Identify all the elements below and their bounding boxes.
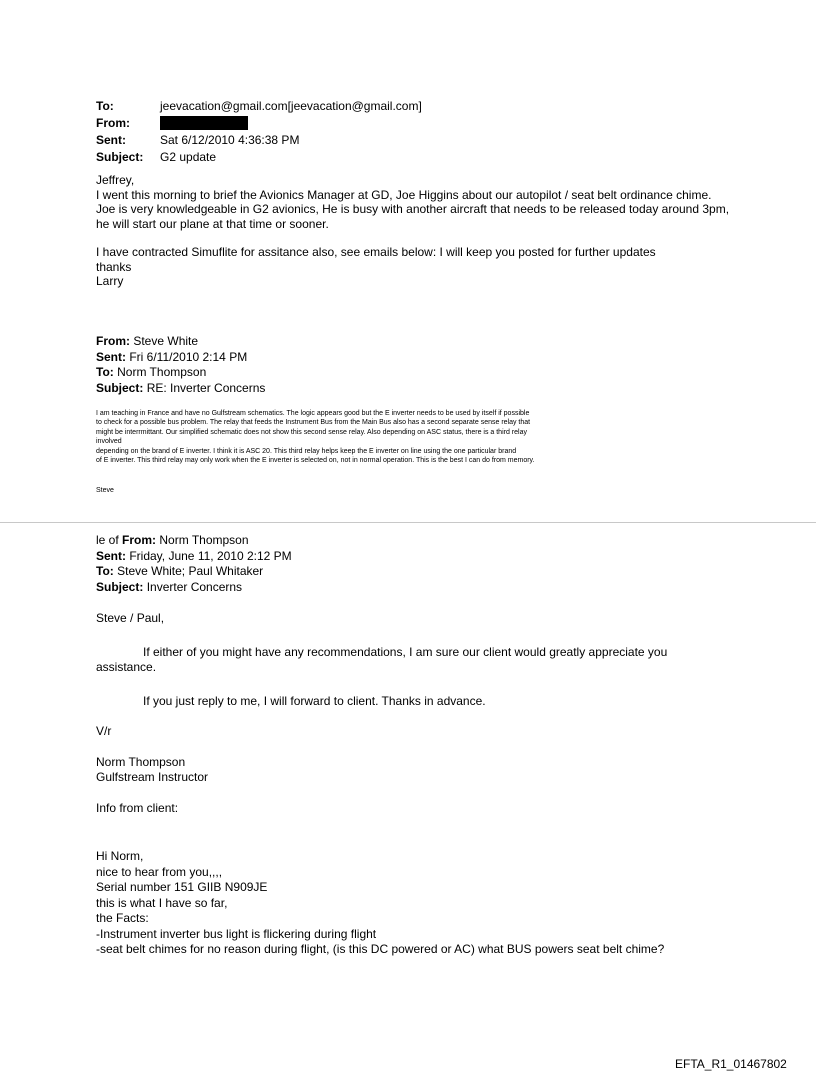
fwd1-body-line: depending on the brand of E inverter. I think it is ASC 20. This third relay helps keep the E inverter on line using the one particular brand: [96, 447, 517, 455]
signature: Larry: [96, 274, 124, 288]
fwd1-body-line: I am teaching in France and have no Gulfstream schematics. The logic appears good but the E inverter needs to be used by itself if possible: [96, 410, 530, 417]
fwd2-info-label: Info from client:: [96, 800, 179, 815]
client-line: Hi Norm,: [96, 849, 144, 863]
fwd1-sent-row: [96, 350, 265, 366]
fwd1-to-value: Norm Thompson: [117, 365, 207, 379]
fwd1-subject-label: Subject:: [96, 380, 144, 395]
body-line: I have contracted Simuflite for assitance also, see emails below: I will keep you posted for further updates: [96, 245, 656, 259]
fwd2-para: If you just reply to me, I will forward to client. Thanks in advance.: [143, 693, 486, 708]
forwarded-header-1: [96, 334, 265, 396]
to-value: jeevacation@gmail.com[jeevacation@gmail.com]: [160, 99, 422, 113]
fwd2-to-value: Steve White; Paul Whitaker: [117, 564, 264, 578]
fwd2-sent-row: [96, 549, 292, 565]
fwd1-body-line: of E inverter. This third relay may only work when the E inverter is selected on, not in normal operation. This is the best I can do from memory.: [96, 457, 535, 465]
fwd2-prefix: le of: [96, 533, 119, 547]
greeting: Jeffrey,: [96, 173, 135, 187]
fwd2-greeting: Steve / Paul,: [96, 611, 165, 625]
client-line: this is what I have so far,: [96, 895, 228, 910]
subject-label: Subject:: [96, 150, 144, 164]
fwd1-to-label: To:: [96, 365, 114, 379]
fwd1-sent-value: Fri 6/11/2010 2:14 PM: [129, 349, 248, 364]
fwd1-subject-value: RE: Inverter Concerns: [146, 380, 266, 395]
fwd2-para: If either of you might have any recommendations, I am sure our client would greatly appreciate you assistance.: [96, 644, 668, 674]
fwd2-from-label: From:: [122, 533, 157, 547]
document-id: EFTA_R1_01467802: [675, 1057, 787, 1071]
sent-value: Sat 6/12/2010 4:36:38 PM: [160, 133, 300, 147]
from-row: [96, 115, 736, 132]
from-label: From:: [96, 116, 130, 130]
fwd2-sent-value: Friday, June 11, 2010 2:12 PM: [129, 548, 292, 563]
fwd2-subject-row: [96, 580, 292, 596]
to-row: [96, 98, 736, 115]
body-line: I went this morning to brief the Avionics Manager at GD, Joe Higgins about our autopilot / seat belt ordinance chime.: [96, 187, 712, 202]
redaction-box: [160, 116, 248, 130]
sent-label: Sent:: [96, 133, 126, 147]
client-line: nice to hear from you,,,,: [96, 864, 223, 879]
forwarded-header-2: [96, 533, 292, 595]
fwd2-subject-value: Inverter Concerns: [146, 579, 243, 594]
to-label: To:: [96, 99, 114, 113]
body-line: Joe is very knowledgeable in G2 avionics, He is busy with another aircraft that needs to be released today around 3pm, he will start our plane at that time or sooner.: [96, 202, 730, 231]
fwd1-from-value: Steve White: [133, 334, 199, 348]
fwd1-from-row: [96, 334, 265, 350]
fwd2-sent-label: Sent:: [96, 548, 126, 563]
fwd2-sig-title: Gulfstream Instructor: [96, 770, 209, 784]
fwd2-subject-label: Subject:: [96, 579, 144, 594]
client-line: -seat belt chimes for no reason during flight, (is this DC powered or AC) what BUS powers seat belt chime?: [96, 942, 665, 956]
fwd2-to-label: To:: [96, 564, 114, 578]
divider: [0, 522, 816, 523]
fwd2-from-row: [96, 533, 292, 549]
message-body: [96, 173, 736, 289]
fwd1-to-row: [96, 365, 265, 381]
fwd1-from-label: From:: [96, 334, 130, 348]
client-line: the Facts:: [96, 911, 149, 925]
sent-row: [96, 132, 736, 149]
fwd2-body: [96, 611, 726, 958]
fwd2-closing: V/r: [96, 724, 112, 738]
fwd2-from-value: Norm Thompson: [159, 533, 249, 547]
email-header: [96, 98, 736, 166]
client-line: -Instrument inverter bus light is flickering during flight: [96, 926, 377, 941]
fwd1-body: [96, 409, 736, 465]
subject-row: [96, 149, 736, 166]
fwd1-sent-label: Sent:: [96, 349, 126, 364]
thanks-line: thanks: [96, 259, 132, 274]
fwd1-body-line: to check for a possible bus problem. The relay that feeds the Instrument Bus from the Main Bus also has a second separate sense relay that: [96, 419, 531, 427]
fwd2-to-row: [96, 564, 292, 580]
fwd1-signature: Steve: [96, 487, 114, 494]
client-line: Serial number 151 GIIB N909JE: [96, 880, 268, 894]
subject-value: G2 update: [160, 150, 217, 164]
fwd2-sig-name: Norm Thompson: [96, 754, 186, 769]
fwd1-subject-row: [96, 381, 265, 397]
fwd1-body-line: might be interrmittant. Our simplified schematic does not show this second sense relay. Also depending on ASC status, there is a third relay: [96, 428, 527, 436]
fwd1-body-line: involved: [96, 438, 122, 446]
